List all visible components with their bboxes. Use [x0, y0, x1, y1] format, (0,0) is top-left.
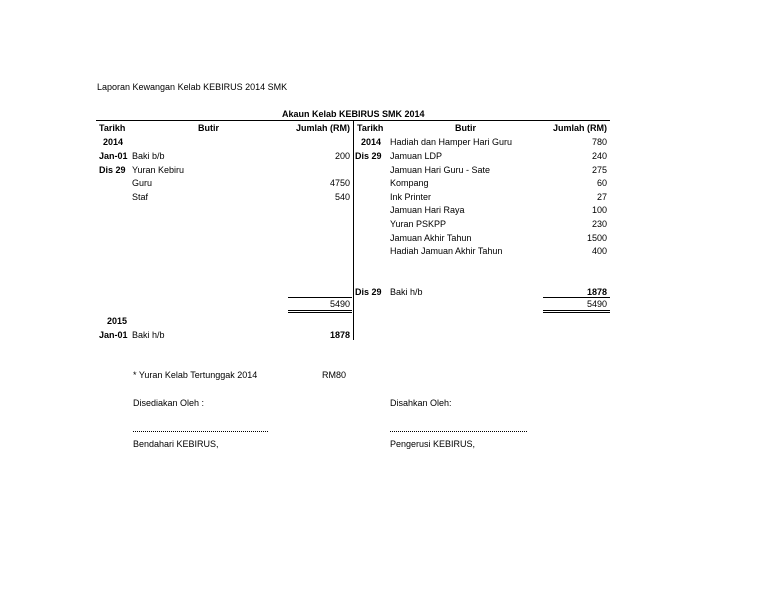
right-row-amount: 27 — [596, 192, 607, 202]
right-row-amount: 240 — [591, 151, 607, 161]
right-row-desc: Hadiah dan Hamper Hari Guru — [390, 137, 513, 147]
right-row-amount: 230 — [591, 219, 607, 229]
left-header-butir: Butir — [198, 123, 219, 133]
right-row-amount: 60 — [596, 178, 607, 188]
right-row-desc: Kompang — [390, 178, 429, 188]
right-row-amount: 1500 — [586, 233, 607, 243]
right-total-double-rule-2 — [543, 312, 610, 313]
left-row-desc: Guru — [132, 178, 153, 188]
report-title: Laporan Kewangan Kelab KEBIRUS 2014 SMK — [97, 82, 288, 92]
left-header-jumlah: Jumlah (RM) — [296, 123, 350, 133]
right-header-jumlah: Jumlah (RM) — [553, 123, 607, 133]
arrears-note-value: RM80 — [322, 370, 347, 380]
right-row-desc: Jamuan Hari Raya — [390, 205, 465, 215]
right-row-desc: Jamuan Hari Guru - Sate — [390, 165, 491, 175]
left-row-desc: Yuran Kebiru — [132, 165, 185, 175]
right-balance-amount: 1878 — [586, 287, 607, 297]
right-total-amount: 5490 — [586, 299, 607, 309]
approved-signature-line — [390, 431, 527, 432]
left-row-amount: 4750 — [329, 178, 350, 188]
right-row-desc: Jamuan LDP — [390, 151, 443, 161]
approved-by-label: Disahkan Oleh: — [390, 398, 452, 408]
right-row-amount: 400 — [591, 246, 607, 256]
right-row-amount: 275 — [591, 165, 607, 175]
left-total-double-rule-2 — [288, 312, 352, 313]
right-row-amount: 780 — [591, 137, 607, 147]
prepared-by-label: Disediakan Oleh : — [133, 398, 205, 408]
left-total-double-rule-1 — [288, 310, 352, 311]
left-header-tarikh: Tarikh — [99, 123, 126, 133]
next-year: 2015 — [107, 316, 128, 326]
left-row-amount: 200 — [334, 151, 350, 161]
right-row-desc: Jamuan Akhir Tahun — [390, 233, 472, 243]
approved-by-role: Pengerusi KEBIRUS, — [390, 439, 476, 449]
left-row-amount: 540 — [334, 192, 350, 202]
right-row-date: Dis 29 — [355, 151, 382, 161]
left-year: 2014 — [103, 137, 124, 147]
arrears-note-label: * Yuran Kelab Tertunggak 2014 — [133, 370, 258, 380]
right-balance-desc: Baki h/b — [390, 287, 423, 297]
carry-amount: 1878 — [329, 330, 350, 340]
right-total-double-rule-1 — [543, 310, 610, 311]
left-row-date: Jan-01 — [99, 151, 128, 161]
right-balance-date: Dis 29 — [355, 287, 382, 297]
right-header-butir: Butir — [455, 123, 476, 133]
carry-desc: Baki h/b — [132, 330, 165, 340]
left-row-desc: Staf — [132, 192, 149, 202]
prepared-signature-line — [133, 431, 268, 432]
right-row-amount: 100 — [591, 205, 607, 215]
left-row-date: Dis 29 — [99, 165, 126, 175]
carry-date: Jan-01 — [99, 330, 128, 340]
prepared-by-role: Bendahari KEBIRUS, — [133, 439, 219, 449]
right-header-tarikh: Tarikh — [357, 123, 384, 133]
left-total-amount: 5490 — [329, 299, 350, 309]
account-title: Akaun Kelab KEBIRUS SMK 2014 — [282, 109, 425, 119]
left-row-desc: Baki b/b — [132, 151, 165, 161]
right-row-desc: Hadiah Jamuan Akhir Tahun — [390, 246, 503, 256]
right-row-desc: Yuran PSKPP — [390, 219, 447, 229]
right-year: 2014 — [361, 137, 382, 147]
right-row-desc: Ink Printer — [390, 192, 432, 202]
column-divider — [353, 121, 354, 340]
